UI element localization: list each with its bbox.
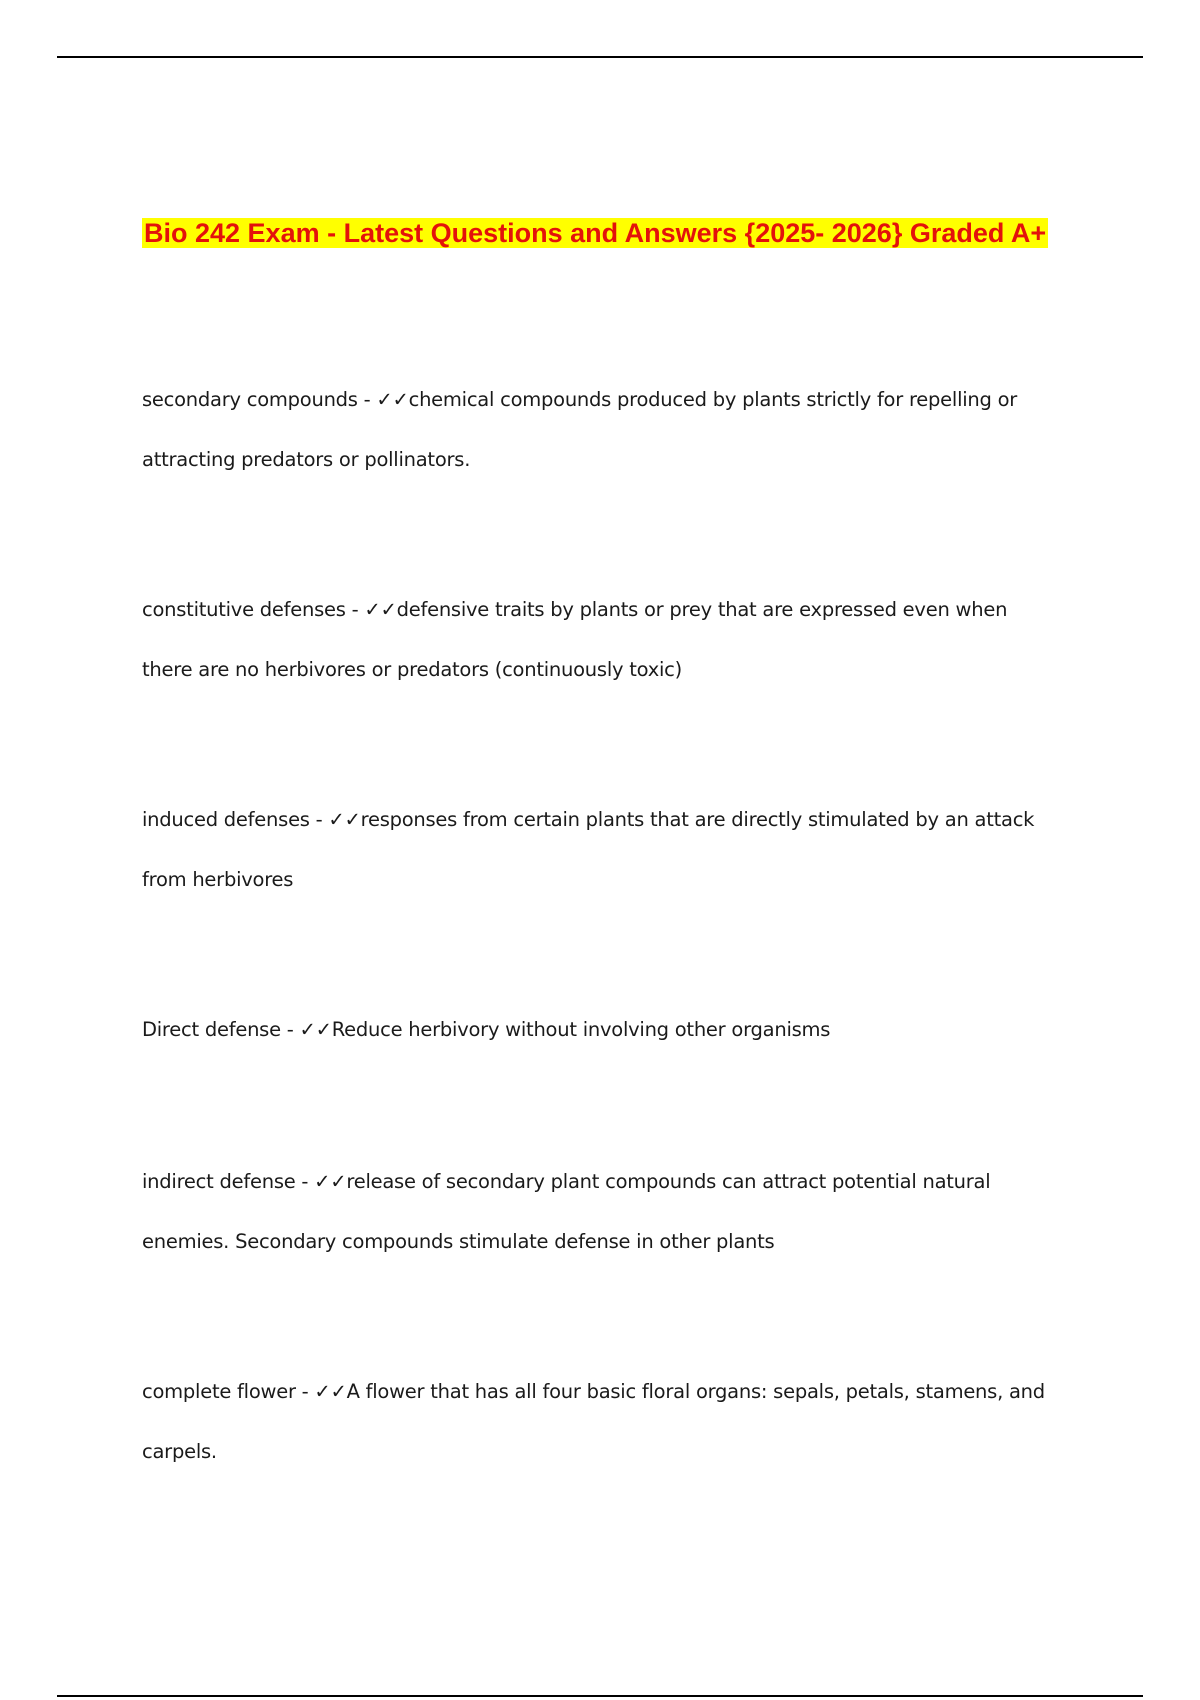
entry-separator: - — [357, 388, 377, 411]
checkmark-icon: ✓✓ — [328, 808, 361, 831]
entry-separator: - — [309, 808, 329, 831]
entry-separator: - — [295, 1380, 315, 1403]
entry-definition: release of secondary plant compounds can attract potential natural enemies. Secondary compounds stimulate defense in other plants — [142, 1170, 991, 1253]
document-title-text: Bio 242 Exam - Latest Questions and Answers {2025- 2026} Graded A+ — [144, 218, 1047, 248]
checkmark-icon: ✓✓ — [376, 388, 409, 411]
entry-definition: defensive traits by plants or prey that are expressed even when there are no herbivores or predators (continuously toxic) — [142, 598, 1008, 681]
document-title — [142, 214, 1062, 253]
checkmark-icon: ✓✓ — [299, 1018, 332, 1041]
entry-term: indirect defense — [142, 1170, 296, 1193]
entry-definition: responses from certain plants that are directly stimulated by an attack from herbivores — [142, 808, 1035, 891]
flashcard-entry — [142, 580, 1062, 700]
flashcard-entry — [142, 1000, 1062, 1060]
entry-term: constitutive defenses — [142, 598, 346, 621]
entry-definition: Reduce herbivory without involving other organisms — [331, 1018, 831, 1041]
entry-definition: chemical compounds produced by plants strictly for repelling or attracting predators or pollinators. — [142, 388, 1018, 471]
entry-term: secondary compounds — [142, 388, 358, 411]
entry-separator: - — [345, 598, 365, 621]
entry-definition: A flower that has all four basic floral organs: sepals, petals, stamens, and carpels. — [142, 1380, 1045, 1463]
flashcard-entry — [142, 790, 1062, 910]
entry-separator: - — [280, 1018, 300, 1041]
header-rule — [57, 56, 1143, 58]
checkmark-icon: ✓✓ — [314, 1170, 347, 1193]
entry-term: Direct defense — [142, 1018, 281, 1041]
flashcard-entry — [142, 370, 1062, 490]
flashcard-entry — [142, 1362, 1062, 1482]
checkmark-icon: ✓✓ — [364, 598, 397, 621]
entry-separator: - — [295, 1170, 315, 1193]
entry-term: induced defenses — [142, 808, 310, 831]
flashcard-entry — [142, 1152, 1062, 1272]
checkmark-icon: ✓✓ — [314, 1380, 347, 1403]
footer-rule — [57, 1695, 1143, 1697]
entry-term: complete flower — [142, 1380, 296, 1403]
